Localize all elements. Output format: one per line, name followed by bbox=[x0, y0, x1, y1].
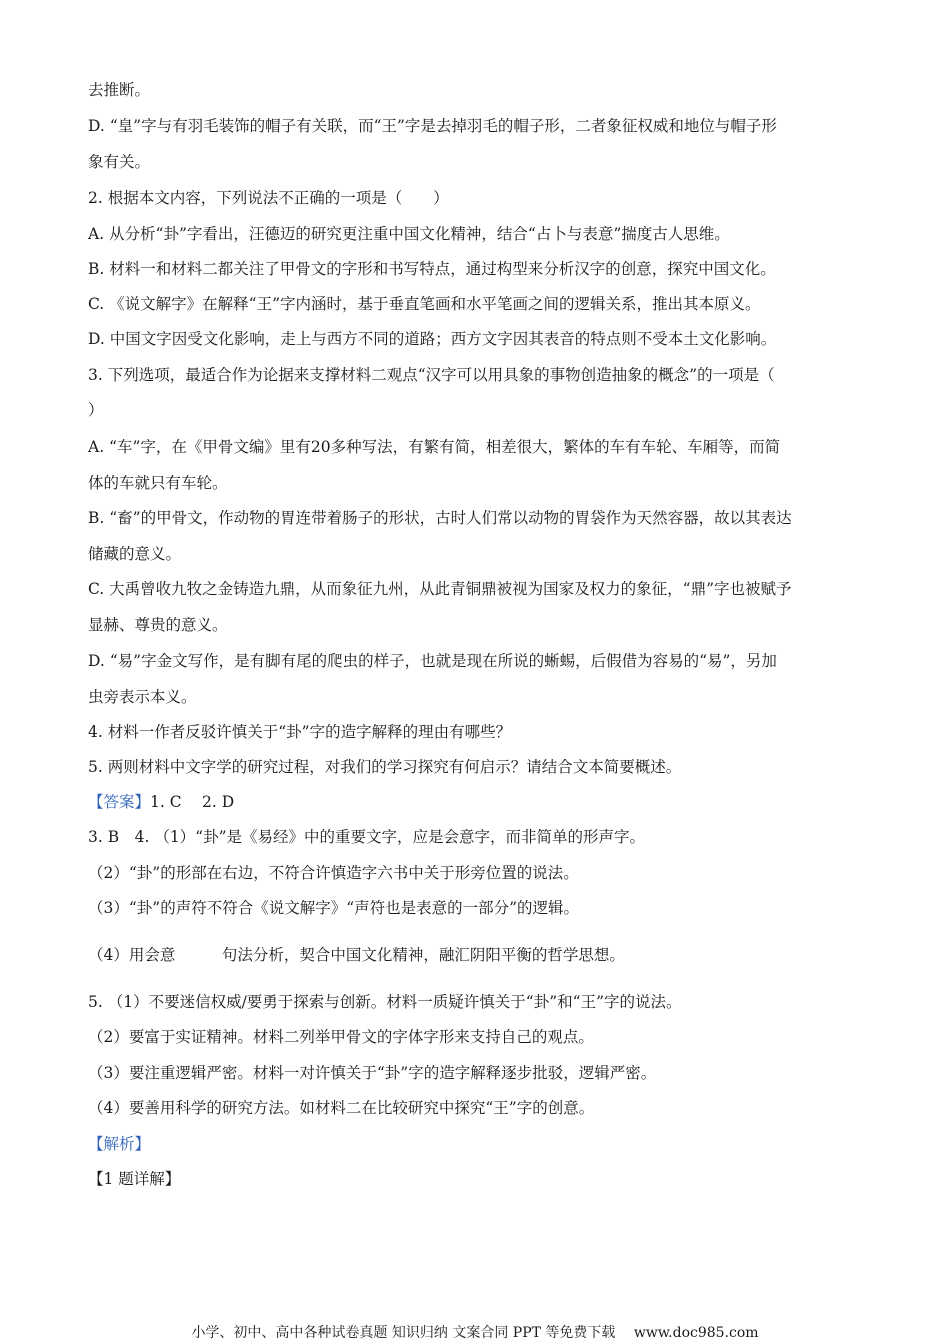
answer-text: （3）“卦”的声符不符合《说文解字》“声符也是表意的一部分”的逻辑。 bbox=[88, 899, 580, 917]
text-line: 储藏的意义。 bbox=[88, 545, 182, 563]
text-line: 虫旁表示本义。 bbox=[88, 688, 197, 706]
answer-first: 1. C 2. D bbox=[150, 793, 235, 811]
option-d: D. “易”字金文写作，是有脚有尾的爬虫的样子，也就是现在所说的蜥蜴，后假借为容易的“易”，另加 bbox=[88, 652, 777, 670]
answer-text: （2）“卦”的形部在右边，不符合许慎造字六书中关于形旁位置的说法。 bbox=[88, 864, 579, 882]
text-line: ） bbox=[88, 401, 104, 419]
answer-text: （4）要善用科学的研究方法。如材料二在比较研究中探究“王”字的创意。 bbox=[88, 1099, 595, 1117]
question-4: 4. 材料一作者反驳许慎关于“卦”字的造字解释的理由有哪些？ bbox=[88, 723, 512, 741]
option-b: B. “畜”的甲骨文，作动物的胃连带着肠子的形状，古时人们常以动物的胃袋作为天然容器，故以其表达 bbox=[88, 509, 792, 527]
text-line: D. “皇”字与有羽毛装饰的帽子有关联，而“王”字是去掉羽毛的帽子形，二者象征权威和地位与帽子形 bbox=[88, 117, 777, 135]
page-footer: 小学、初中、高中各种试卷真题 知识归纳 文案合同 PPT 等免费下载 www.doc985.com bbox=[191, 1325, 759, 1341]
answer-text: 5. （1）不要迷信权威/要勇于探索与创新。材料一质疑许慎关于“卦”和“王”字的说法。 bbox=[88, 993, 682, 1011]
text-line: 显赫、尊贵的意义。 bbox=[88, 616, 228, 634]
text-line: 去推断。 bbox=[88, 81, 151, 99]
text-line: 象有关。 bbox=[88, 153, 151, 171]
option-a: A. “车”字，在《甲骨文编》里有20多种写法，有繁有简，相差很大，繁体的车有车轮、车厢等，而简 bbox=[88, 438, 781, 456]
answer-text: （3）要注重逻辑严密。材料一对许慎关于“卦”字的造字解释逐步批驳，逻辑严密。 bbox=[88, 1064, 657, 1082]
answer-tag: 【答案】 bbox=[88, 793, 151, 811]
option-c: C. 《说文解字》在解释“王”字内涵时，基于垂直笔画和水平笔画之间的逻辑关系，推出其本原义。 bbox=[88, 295, 761, 313]
answer-text: 3. B 4. （1）“卦”是《易经》中的重要文字，应是会意字，而非简单的形声字。 bbox=[88, 828, 646, 846]
answer-text: （4）用会意 句法分析，契合中国文化精神，融汇阴阳平衡的哲学思想。 bbox=[88, 946, 625, 964]
answer-text: （2）要富于实证精神。材料二列举甲骨文的字体字形来支持自己的观点。 bbox=[88, 1028, 594, 1046]
option-a: A. 从分析“卦”字看出，汪德迈的研究更注重中国文化精神，结合“占卜与表意”揣度古人思维。 bbox=[88, 225, 730, 243]
analysis-tag: 【解析】 bbox=[88, 1135, 151, 1153]
answer-line bbox=[88, 792, 234, 812]
text-line: 体的车就只有车轮。 bbox=[88, 474, 228, 492]
option-c: C. 大禹曾收九牧之金铸造九鼎，从而象征九州，从此青铜鼎被视为国家及权力的象征，“鼎”字也被赋予 bbox=[88, 580, 792, 598]
question-2: 2. 根据本文内容，下列说法不正确的一项是（ ） bbox=[88, 189, 449, 207]
question-3: 3. 下列选项，最适合作为论据来支撑材料二观点“汉字可以用具象的事物创造抽象的概念”的一项是（ bbox=[88, 366, 775, 384]
question-5: 5. 两则材料中文字学的研究过程，对我们的学习探究有何启示？请结合文本简要概述。 bbox=[88, 758, 682, 776]
detail-heading: 【1 题详解】 bbox=[88, 1170, 181, 1188]
option-b: B. 材料一和材料二都关注了甲骨文的字形和书写特点，通过构型来分析汉字的创意，探究中国文化。 bbox=[88, 260, 776, 278]
option-d: D. 中国文字因受文化影响，走上与西方不同的道路；西方文字因其表音的特点则不受本土文化影响。 bbox=[88, 330, 777, 348]
